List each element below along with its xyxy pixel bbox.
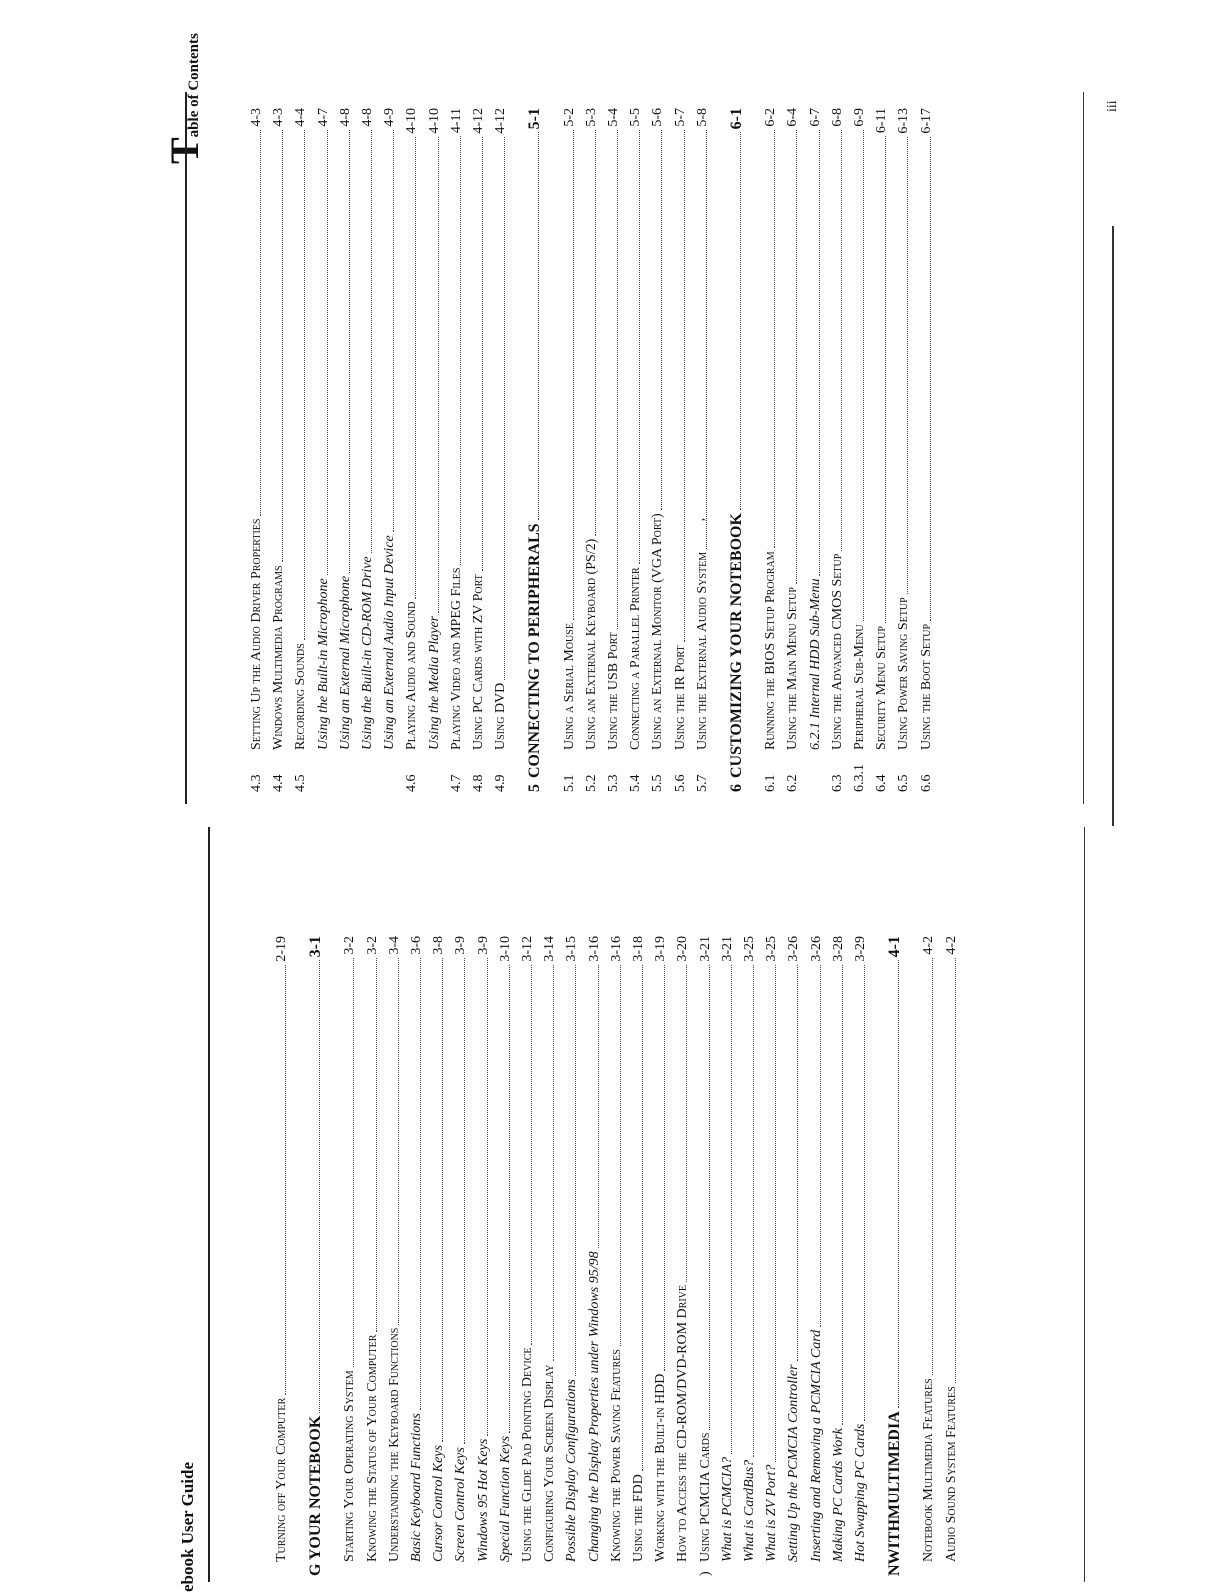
toc-entry — [376, 108, 398, 792]
dot-leader — [482, 137, 483, 572]
dot-leader — [509, 965, 510, 1433]
dot-leader — [260, 130, 261, 516]
toc-entry-page: 6-4 — [785, 108, 801, 127]
dot-leader — [898, 960, 899, 1408]
toc-entry-number: 5.2 — [583, 774, 599, 792]
toc-entry-number: 4.5 — [293, 774, 309, 792]
toc-entry — [913, 108, 935, 792]
toc-entry-label: Playing Audio and Sound — [404, 601, 420, 750]
toc-entry-page: 6-1 — [728, 108, 745, 130]
toc-entry-label: Possible Display Configurations — [564, 1379, 580, 1562]
dot-leader — [538, 132, 539, 520]
page-number: iii — [1105, 100, 1120, 112]
toc-entry-label: Using Power Saving Setup — [896, 597, 912, 750]
scan-mark: ’ — [700, 517, 715, 522]
toc-entry-page: 6-8 — [829, 108, 845, 127]
toc-entry-label: Making PC Cards Work — [830, 1428, 846, 1562]
header-rule — [185, 92, 187, 804]
dot-leader — [661, 130, 662, 511]
toc-entry-page: 3-29 — [853, 936, 868, 962]
dot-leader — [841, 130, 842, 551]
toc-entry-page: 3-6 — [409, 936, 424, 955]
toc-entry-label: Cursor Control Keys — [431, 1445, 447, 1562]
dot-leader — [349, 130, 350, 573]
toc-entry-number: 5.7 — [694, 774, 710, 792]
toc-entry-page: 5-5 — [628, 108, 644, 127]
toc-entry-label: Using the Media Player — [426, 615, 442, 750]
toc-entry — [669, 936, 691, 1576]
toc-entry — [403, 936, 425, 1576]
toc-entry — [600, 108, 622, 792]
toc-entry-number: 6.6 — [918, 774, 934, 792]
toc-entry-page: 3-12 — [520, 936, 535, 962]
toc-entry — [268, 936, 290, 1576]
toc-entry — [359, 936, 381, 1576]
dot-leader — [706, 130, 707, 549]
toc-entry-page: 2-19 — [274, 936, 289, 962]
toc-entry-label: Recording Sounds — [293, 643, 309, 750]
footer-rule — [1083, 92, 1084, 804]
dot-leader — [371, 130, 372, 554]
dot-leader — [731, 965, 732, 1454]
toc-entry-number: 5.4 — [628, 774, 644, 792]
dot-leader — [774, 130, 775, 549]
dot-leader — [353, 958, 354, 1368]
toc-entry-number: 6.2 — [785, 774, 801, 792]
header-rule — [208, 827, 210, 1582]
toc-entry-number: 5.1 — [561, 774, 577, 792]
dot-leader — [684, 130, 685, 643]
toc-entry-label: Changing the Display Properties under Windows 95/98 — [586, 1251, 602, 1562]
toc-entry-label: Using an External Audio Input Device — [382, 535, 398, 750]
toc-heading-rest: able of Contents — [186, 33, 202, 138]
toc-entry-number: 6.3.1 — [852, 764, 867, 792]
toc-entry — [465, 108, 487, 792]
toc-entry — [881, 936, 903, 1576]
toc-entry-page: 4-7 — [315, 108, 331, 127]
toc-entry-label: Knowing the Status of Your Computer — [364, 1334, 380, 1562]
toc-entry-page: 3-18 — [631, 936, 646, 962]
toc-entry — [447, 936, 469, 1576]
toc-entry — [578, 108, 600, 792]
toc-entry-label: Starting Your Operating System — [342, 1370, 358, 1562]
toc-entry-page: 5-4 — [606, 108, 621, 127]
toc-entry-label: Special Function Keys — [497, 1436, 513, 1562]
toc-entry — [780, 936, 802, 1576]
toc-entry-page: 3-25 — [742, 936, 757, 962]
dot-leader — [595, 130, 596, 536]
dot-leader — [553, 965, 554, 1362]
dot-leader — [442, 958, 443, 1442]
dot-leader — [753, 965, 754, 1457]
toc-entry-label: Peripheral Sub-Menu — [852, 624, 867, 750]
toc-entry-page: 3-15 — [564, 936, 580, 962]
dot-leader — [487, 958, 488, 1436]
toc-entry — [723, 108, 745, 792]
toc-entry-number: 4.7 — [448, 774, 464, 792]
toc-entry-page: 3-4 — [386, 936, 402, 955]
toc-entry — [779, 108, 801, 792]
toc-entry-page: 6-11 — [874, 108, 890, 134]
left-page — [0, 792, 1224, 1592]
toc-entry-page: 3-20 — [675, 936, 691, 962]
dot-leader — [686, 965, 687, 1282]
toc-entry-page: 5-3 — [583, 108, 599, 127]
toc-entry-page: 4-4 — [293, 108, 309, 127]
toc-entry-page: 4-10 — [404, 108, 420, 134]
dot-leader — [864, 965, 865, 1421]
toc-entry — [824, 108, 846, 792]
toc-entry-page: 4-2 — [921, 936, 937, 955]
toc-entry — [398, 108, 420, 792]
toc-entry — [302, 936, 324, 1576]
toc-entry-page: 6-17 — [918, 108, 934, 134]
toc-entry-number: 4.4 — [271, 774, 287, 792]
toc-entry-page: 3-16 — [608, 936, 624, 962]
toc-entry-page: 3-26 — [808, 936, 824, 962]
dot-leader — [598, 965, 599, 1249]
dot-leader — [907, 137, 908, 595]
toc-entry-page: 4-3 — [271, 108, 287, 127]
toc-entry-page: 6-7 — [807, 108, 823, 127]
toc-entry — [625, 936, 647, 1576]
toc-entry — [421, 108, 443, 792]
dot-leader — [932, 958, 933, 1376]
toc-entry-page: 3-21 — [697, 936, 713, 962]
toc-entry-label: Screen Control Keys — [453, 1447, 469, 1562]
dot-leader — [617, 130, 618, 630]
toc-entry-page: 3-2 — [364, 936, 380, 955]
dot-leader — [398, 958, 399, 1325]
dot-leader — [797, 965, 798, 1362]
dot-leader — [819, 130, 820, 576]
toc-entry — [558, 936, 580, 1576]
dot-leader — [709, 965, 710, 1430]
toc-entry-number: ) — [697, 1571, 713, 1576]
toc-entry-number: 4.9 — [493, 774, 509, 792]
dot-leader — [438, 137, 439, 613]
toc-entry-number: 4.3 — [249, 774, 264, 792]
toc-entry-page: 4-12 — [493, 108, 509, 134]
toc-entry — [336, 936, 358, 1576]
toc-entry-page: 4-3 — [249, 108, 264, 127]
toc-entry-label: Using an External Microphone — [337, 575, 353, 750]
toc-entry-label: Using the Main Menu Setup — [785, 587, 801, 750]
toc-entry-label: Setting Up the PCMCIA Controller — [786, 1364, 802, 1562]
dot-leader — [460, 136, 461, 564]
toc-entry-page: 4-11 — [448, 108, 464, 134]
toc-entry-label: Using the FDD — [631, 1474, 646, 1562]
toc-entry — [425, 936, 447, 1576]
dot-leader — [376, 958, 377, 1332]
toc-entry-page: 5-7 — [672, 108, 688, 127]
toc-entry — [667, 108, 689, 792]
dot-leader — [464, 958, 465, 1444]
toc-entry-page: 6-13 — [896, 108, 912, 134]
toc-entry — [514, 936, 536, 1576]
toc-entry — [492, 936, 514, 1576]
toc-entry-page: 4-8 — [337, 108, 353, 127]
toc-entry-page: 5-2 — [561, 108, 577, 127]
toc-entry — [265, 108, 287, 792]
toc-entry-label: CONNECTING TO PERIPHERALS — [526, 523, 544, 778]
toc-entry-page: 3-9 — [453, 936, 469, 955]
toc-entry-page: 3-16 — [586, 936, 602, 962]
toc-entry-label: Turning off Your Computer — [274, 1397, 289, 1562]
toc-entry-page: 3-1 — [307, 936, 325, 958]
toc-entry-label: 6.2.1 Internal HDD Sub-Menu — [807, 578, 823, 750]
toc-entry-number: 6.4 — [874, 774, 890, 792]
toc-entry — [381, 936, 403, 1576]
toc-entry-number: 5.6 — [672, 774, 688, 792]
toc-entry — [487, 108, 509, 792]
toc-entry — [758, 936, 780, 1576]
toc-entry-label: Using the Advanced CMOS Setup — [829, 553, 845, 750]
toc-entry-label: Setting Up the Audio Driver Properties — [249, 518, 264, 750]
toc-entry-label: Inserting and Removing a PCMCIA Card — [808, 1329, 824, 1562]
toc-entry-page: 4-8 — [360, 108, 375, 127]
dot-leader — [863, 130, 864, 622]
toc-entry-label: Windows 95 Hot Keys — [475, 1438, 491, 1562]
toc-entry-page: 6-9 — [852, 108, 867, 127]
toc-entry-number: 4.8 — [471, 774, 486, 792]
toc-entry-page: 3-28 — [830, 936, 846, 962]
toc-entry — [603, 936, 625, 1576]
toc-entry-number: 4.6 — [404, 774, 420, 792]
toc-entry-number: 5 — [526, 784, 544, 792]
dot-leader — [304, 130, 305, 641]
dot-leader — [285, 965, 286, 1395]
toc-entry-label: Working with the Built-in HDD — [653, 1373, 669, 1562]
toc-entry-label: Using the Glide Pad Pointing Device — [520, 1347, 535, 1562]
toc-entry — [847, 936, 869, 1576]
toc-entry — [332, 108, 354, 792]
toc-entry — [803, 936, 825, 1576]
toc-entry — [470, 936, 492, 1576]
toc-entry-label: How to Access the CD-ROM/DVD-ROM Drive — [675, 1285, 691, 1562]
toc-entry-label: What is ZV Port? — [764, 1464, 780, 1562]
toc-entry-label: Windows Multimedia Programs — [271, 565, 287, 750]
toc-entry — [714, 936, 736, 1576]
toc-entry-label: NWITHMULTIMEDIA — [886, 1411, 904, 1576]
toc-entry-label: Using the USB Port — [606, 632, 621, 750]
toc-entry-page: 3-21 — [719, 936, 735, 962]
toc-entry-number: 5.5 — [650, 774, 666, 792]
dot-leader — [955, 958, 956, 1384]
dot-leader — [420, 958, 421, 1411]
toc-entry-page: 4-10 — [426, 108, 442, 134]
toc-entry-label: What is PCMCIA? — [719, 1457, 735, 1562]
toc-entry-page: 3-25 — [764, 936, 780, 962]
dot-leader — [775, 965, 776, 1462]
toc-entry — [868, 108, 890, 792]
toc-entry-label: Using the Boot Setup — [918, 623, 934, 750]
toc-entry-page: 5-8 — [694, 108, 710, 127]
toc-entry — [692, 936, 714, 1576]
toc-entry-label: Using the IR Port — [672, 645, 688, 750]
toc-entry-page: 4-2 — [943, 936, 959, 955]
toc-entry-label: Playing Video and MPEG Files — [448, 567, 464, 750]
dot-leader — [282, 130, 283, 563]
toc-entry — [736, 936, 758, 1576]
toc-entry-label: Using the Built-in Microphone — [315, 578, 331, 750]
toc-entry-label: Notebook Multimedia Features — [921, 1378, 937, 1562]
right-page — [0, 0, 1224, 792]
dot-leader — [319, 960, 320, 1412]
toc-entry-label: Basic Keyboard Functions — [409, 1413, 424, 1562]
toc-heading-initial: T — [162, 137, 207, 164]
toc-entry — [287, 108, 309, 792]
toc-entry-number: 6 — [728, 784, 745, 792]
toc-entry — [802, 108, 824, 792]
toc-entry-label: Using a Serial Mouse — [561, 623, 577, 750]
toc-entry-label: Security Menu Setup — [874, 626, 890, 750]
dot-leader — [642, 965, 643, 1471]
toc-entry — [354, 108, 376, 792]
toc-entry-page: 3-10 — [497, 936, 513, 962]
dot-leader — [327, 130, 328, 576]
dot-leader — [740, 132, 741, 510]
dot-leader — [573, 130, 574, 620]
footer-rule — [1084, 827, 1085, 1582]
toc-entry-label: Using the Built-in CD-ROM Drive — [360, 556, 375, 750]
toc-entry-label: Using DVD — [493, 682, 509, 750]
toc-entry-label: Knowing the Power Saving Features — [608, 1349, 624, 1562]
toc-entry-label: Running the BIOS Setup Program — [763, 551, 779, 750]
dot-leader — [393, 130, 394, 533]
toc-entry — [825, 936, 847, 1576]
dot-leader — [504, 137, 505, 680]
toc-entry — [243, 108, 265, 792]
toc-entry-page: 3-2 — [342, 936, 358, 955]
dot-leader — [620, 965, 621, 1347]
toc-entry-page: 3-14 — [542, 936, 558, 962]
toc-entry-page: 3-26 — [786, 936, 802, 962]
toc-entry — [647, 936, 669, 1576]
toc-entry-label: Hot Swapping PC Cards — [853, 1423, 868, 1562]
toc-entry-number: 6.1 — [763, 774, 779, 792]
toc-entry-page: 3-8 — [431, 936, 447, 955]
dot-leader — [575, 965, 576, 1377]
dot-leader — [639, 130, 640, 565]
toc-entry — [310, 108, 332, 792]
toc-entry — [443, 108, 465, 792]
dot-leader — [664, 965, 665, 1371]
toc-entry-number: 6.5 — [896, 774, 912, 792]
toc-entry-page: 6-2 — [763, 108, 779, 127]
dot-leader — [820, 965, 821, 1327]
toc-entry-page: 4-12 — [471, 108, 486, 134]
toc-entry — [536, 936, 558, 1576]
toc-entry-page: 5-6 — [650, 108, 666, 127]
dot-leader — [842, 965, 843, 1425]
toc-entry-label: Connecting a Parallel Printer — [628, 567, 644, 750]
toc-entry — [556, 108, 578, 792]
toc-entry-label: CUSTOMIZING YOUR NOTEBOOK — [728, 513, 745, 778]
running-title: ebook User Guide — [178, 1461, 197, 1592]
dot-leader — [415, 137, 416, 599]
toc-entry — [938, 936, 960, 1576]
toc-entry-page: 4-9 — [382, 108, 398, 127]
toc-entry-label: Using the External Audio System — [694, 551, 710, 750]
toc-entry-number: 5.3 — [606, 774, 621, 792]
toc-entry-number: 6.3 — [829, 774, 845, 792]
dot-leader — [531, 965, 532, 1345]
dot-leader — [885, 136, 886, 623]
toc-entry — [644, 108, 666, 792]
toc-entry — [757, 108, 779, 792]
toc-entry-label: Using an External Keyboard (PS/2) — [583, 538, 599, 750]
toc-entry-page: 4-1 — [886, 936, 904, 958]
toc-entry — [581, 936, 603, 1576]
toc-entry-label: Audio Sound System Features — [943, 1386, 959, 1562]
dot-leader — [930, 137, 931, 621]
toc-entry-label: G YOUR NOTEBOOK — [307, 1415, 325, 1576]
toc-entry-label: Configuring Your Screen Display — [542, 1364, 558, 1562]
toc-entry — [890, 108, 912, 792]
toc-entry — [915, 936, 937, 1576]
toc-entry-page: 5-1 — [526, 108, 544, 130]
toc-entry — [846, 108, 868, 792]
toc-entry-label: Using an External Monitor (VGA Port) — [650, 513, 666, 750]
dot-leader — [796, 130, 797, 584]
toc-entry-page: 3-19 — [653, 936, 669, 962]
toc-entry-label: Using PC Cards with ZV Port — [471, 574, 486, 750]
toc-entry-label: Understanding the Keyboard Functions — [386, 1327, 402, 1562]
toc-entry — [689, 108, 711, 792]
toc-entry — [521, 108, 543, 792]
toc-entry-label: What is CardBus? — [742, 1459, 757, 1562]
toc-entry-page: 3-9 — [475, 936, 491, 955]
toc-entry — [622, 108, 644, 792]
toc-entry-label: Using PCMCIA Cards — [697, 1432, 713, 1562]
